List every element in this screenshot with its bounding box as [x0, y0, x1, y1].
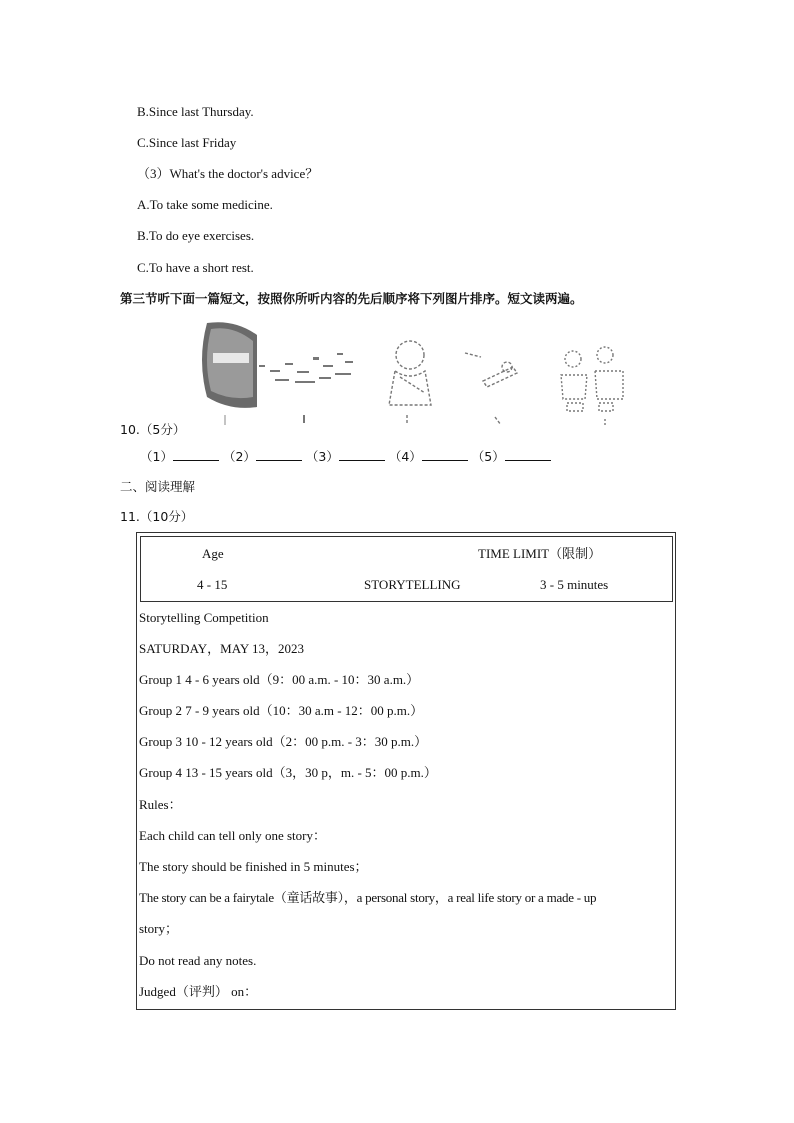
group-1: Group 1 4 - 6 years old（9：00 a.m. - 10：30 a.m.）	[139, 672, 420, 687]
event-name: STORYTELLING	[364, 577, 461, 592]
picture-sequence	[195, 315, 645, 433]
blank-2-label: （2）	[222, 449, 256, 464]
rule-2: The story should be finished in 5 minutes；	[139, 859, 368, 874]
blank-5-label: （5）	[471, 449, 505, 464]
notice-date: SATURDAY，MAY 13，2023	[139, 641, 305, 656]
group-3: Group 3 10 - 12 years old（2：00 p.m. - 3：30 p.m.）	[139, 734, 428, 749]
age-value: 4 - 15	[197, 577, 228, 592]
part2-heading: 二、阅读理解	[120, 479, 196, 494]
group-4: Group 4 13 - 15 years old（3，30 p，m. - 5：00 p.m.）	[139, 765, 437, 780]
rule-4: Do not read any notes.	[139, 953, 257, 968]
rule-3: The story can be a fairytale（童话故事），a personal story，a real life story or a made - up	[139, 890, 597, 905]
time-limit-label: TIME LIMIT（限制）	[478, 546, 602, 561]
rule-1: Each child can tell only one story：	[139, 828, 327, 843]
picture-3-image	[389, 341, 431, 423]
notice-title: Storytelling Competition	[139, 610, 269, 625]
picture-2-image	[259, 353, 353, 423]
picture-1-image	[202, 322, 257, 425]
option-c-short-rest: C.To have a short rest.	[137, 260, 254, 275]
section3-heading: 第三节听下面一篇短文，按照你所听内容的先后顺序将下列图片排序。短文读两遍。	[120, 291, 583, 306]
option-a-medicine: A.To take some medicine.	[137, 197, 273, 212]
blank-4[interactable]	[422, 448, 468, 461]
question-3: （3）What's the doctor's advice？	[137, 166, 319, 181]
blank-3-label: （3）	[305, 449, 339, 464]
question-10-blanks	[140, 448, 551, 465]
rules-heading: Rules：	[139, 797, 182, 812]
blank-5[interactable]	[505, 448, 551, 461]
option-c-since-friday: C.Since last Friday	[137, 135, 237, 150]
rule-3-continued: story；	[139, 921, 179, 936]
picture-5-image	[561, 347, 623, 427]
blank-3[interactable]	[339, 448, 385, 461]
blank-2[interactable]	[256, 448, 302, 461]
group-2: Group 2 7 - 9 years old（10：30 a.m - 12：00 p.m.）	[139, 703, 424, 718]
blank-1[interactable]	[173, 448, 219, 461]
option-b-eye-exercises: B.To do eye exercises.	[137, 228, 255, 243]
blank-4-label: （4）	[388, 449, 422, 464]
question-11-label: 11.（10分）	[120, 509, 194, 524]
option-b-since-thursday: B.Since last Thursday.	[137, 104, 254, 119]
age-label: Age	[202, 546, 224, 561]
picture-4-image	[465, 353, 517, 425]
question-10-label: 10.（5分）	[120, 422, 186, 437]
time-value: 3 - 5 minutes	[540, 577, 609, 592]
blank-1-label: （1）	[140, 449, 173, 464]
judged-on: Judged（评判） on：	[139, 984, 258, 999]
